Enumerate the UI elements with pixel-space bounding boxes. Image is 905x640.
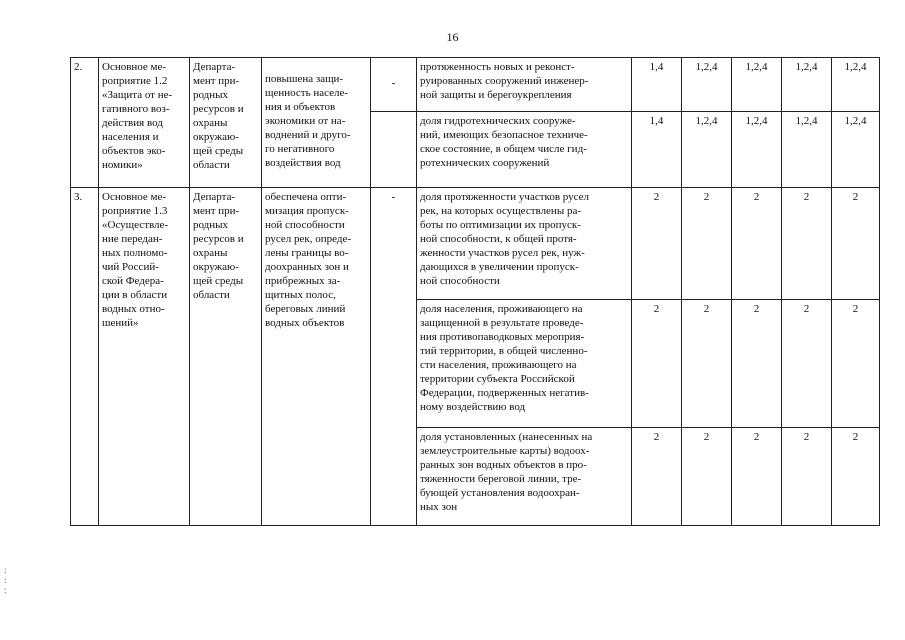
dash-cell: -	[371, 188, 417, 526]
indicator-value: 1,2,4	[832, 58, 880, 112]
scan-margin-mark: :	[4, 565, 7, 575]
indicator-value: 1,2,4	[732, 58, 782, 112]
indicator-value: 2	[732, 428, 782, 526]
table-row	[71, 188, 880, 300]
indicator-value: 2	[832, 300, 880, 428]
empty-cell	[371, 112, 417, 188]
row-number: 3.	[71, 188, 99, 526]
indicator-value: 2	[782, 428, 832, 526]
indicator-value: 2	[732, 300, 782, 428]
indicator-value: 2	[832, 188, 880, 300]
expected-result: обеспечена опти- мизация пропуск- ной способности русел рек, опреде- лены границы во- доохранных зон и прибрежных за- щитных полос, береговых линий водных объектов	[262, 188, 371, 526]
program-measures-table	[70, 57, 880, 526]
indicator-value: 1,4	[632, 112, 682, 188]
measure-name: Основное ме- роприятие 1.2 «Защита от не- гативного воз- действия вод населения и объектов эко- номики»	[99, 58, 190, 188]
indicator-text: доля установленных (нанесенных на землеустроительные карты) водоох- ранных зон водных объектов в про- тяженности береговой линии, тре- бующей установления водоохран- ных зон	[417, 428, 632, 526]
indicator-value: 2	[682, 428, 732, 526]
indicator-value: 1,4	[632, 58, 682, 112]
indicator-text: протяженность новых и реконст- руированных сооружений инженер- ной защиты и берегоукрепления	[417, 58, 632, 112]
page-number: 16	[446, 30, 459, 44]
indicator-value: 2	[682, 300, 732, 428]
dash-cell: -	[371, 58, 417, 112]
executor: Департа- мент при- родных ресурсов и охраны окружаю- щей среды области	[190, 58, 262, 188]
indicator-value: 2	[632, 428, 682, 526]
indicator-value: 1,2,4	[782, 58, 832, 112]
indicator-value: 1,2,4	[832, 112, 880, 188]
indicator-value: 2	[632, 188, 682, 300]
indicator-text: доля гидротехнических сооруже- ний, имеющих безопасное техниче- ское состояние, в общем числе гид- ротехнических сооружений	[417, 112, 632, 188]
indicator-value: 1,2,4	[682, 58, 732, 112]
indicator-value: 2	[732, 188, 782, 300]
indicator-value: 1,2,4	[682, 112, 732, 188]
indicator-value: 2	[782, 300, 832, 428]
executor: Департа- мент при- родных ресурсов и охраны окружаю- щей среды области	[190, 188, 262, 526]
row-number: 2.	[71, 58, 99, 188]
indicator-value: 1,2,4	[782, 112, 832, 188]
expected-result: повышена защи- щенность населе- ния и объектов экономики от на- воднений и друго- го негативного воздействия вод	[262, 58, 371, 188]
indicator-value: 2	[782, 188, 832, 300]
indicator-value: 2	[682, 188, 732, 300]
indicator-value: 2	[832, 428, 880, 526]
table-row	[71, 58, 880, 112]
indicator-text: доля протяженности участков русел рек, на которых осуществлены ра- боты по оптимизации их пропуск- ной способности, к общей протя- женности участков русел рек, нуж- дающихся в увеличении пропуск- ной способности	[417, 188, 632, 300]
indicator-value: 2	[632, 300, 682, 428]
indicator-text: доля населения, проживающего на защищенной в результате проведе- ния противопаводковых мероприя- тий территории, в общей численно- сти населения, проживающего на территории субъекта Российской Федерации, подверженных негатив- ному воздействию вод	[417, 300, 632, 428]
measure-name: Основное ме- роприятие 1.3 «Осуществле- ние передан- ных полномо- чий Россий- ской Федера- ции в области водных отно- шений»	[99, 188, 190, 526]
indicator-value: 1,2,4	[732, 112, 782, 188]
scan-margin-mark: :	[4, 575, 7, 585]
scan-margin-mark: :	[4, 585, 7, 595]
